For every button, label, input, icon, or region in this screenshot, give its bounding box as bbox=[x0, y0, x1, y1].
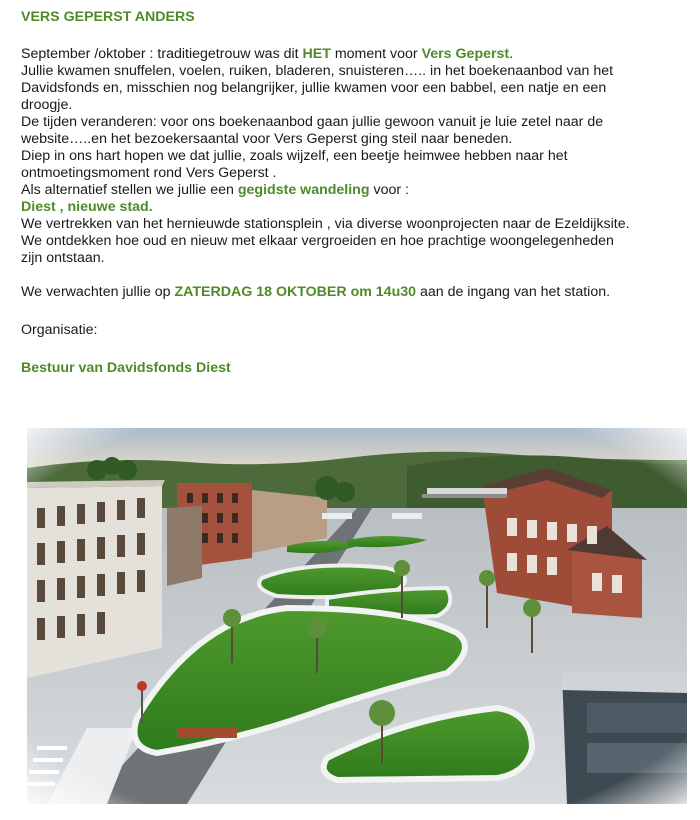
intro-line-5: De tijden veranderen: voor ons boekenaanbod gaan jullie gewoon vanuit je luie zetel naar de bbox=[21, 114, 604, 130]
intro-line-1 bbox=[21, 46, 686, 63]
intro-line-12: We ontdekken hoe oud en nieuw met elkaar vergroeiden en hoe prachtige woongelegenheden bbox=[21, 233, 614, 249]
appointment-text: aan de ingang van het station. bbox=[416, 284, 611, 300]
intro-line-8: ontmoetingsmoment rond Vers Geperst . bbox=[21, 165, 277, 181]
intro-text: moment voor bbox=[330, 46, 422, 62]
station-square-photo bbox=[27, 428, 687, 804]
intro-text: voor : bbox=[369, 182, 409, 198]
walk-title: Diest , nieuwe stad. bbox=[21, 199, 153, 215]
vers-geperst-highlight: Vers Geperst bbox=[421, 46, 510, 62]
intro-line-6: website…..en het bezoekersaantal voor Vers Geperst ging steil naar beneden. bbox=[21, 131, 513, 147]
intro-line-4: droogje. bbox=[21, 97, 73, 113]
intro-line-13: zijn ontstaan. bbox=[21, 250, 105, 266]
appointment-date: ZATERDAG 18 OKTOBER om 14u30 bbox=[174, 284, 417, 300]
intro-line-2: Jullie kwamen snuffelen, voelen, ruiken, bladeren, snuisteren….. in het boekenaanbod van het bbox=[21, 63, 614, 79]
document-title: VERS GEPERST ANDERS bbox=[21, 9, 195, 25]
organisation-label: Organisatie: bbox=[21, 322, 98, 338]
intro-text: Als alternatief stellen we jullie een bbox=[21, 182, 238, 198]
document-body bbox=[21, 9, 686, 377]
intro-line-7: Diep in ons hart hopen we dat jullie, zoals wijzelf, een beetje heimwee hebben naar het bbox=[21, 148, 568, 164]
intro-text: . bbox=[509, 46, 514, 62]
guided-walk-highlight: gegidste wandeling bbox=[237, 182, 370, 198]
intro-line-11: We vertrekken van het hernieuwde stationsplein , via diverse woonprojecten naar de Ezeldijksite. bbox=[21, 216, 630, 232]
intro-line-9 bbox=[21, 182, 686, 199]
intro-text: September /oktober : traditiegetrouw was dit bbox=[21, 46, 303, 62]
intro-line-3: Davidsfonds en, misschien nog belangrijker, jullie kwamen voor een babbel, een natje en een bbox=[21, 80, 607, 96]
organiser-name: Bestuur van Davidsfonds Diest bbox=[21, 360, 231, 376]
appointment-line bbox=[21, 284, 686, 301]
het-highlight: HET bbox=[302, 46, 331, 62]
appointment-text: We verwachten jullie op bbox=[21, 284, 175, 300]
